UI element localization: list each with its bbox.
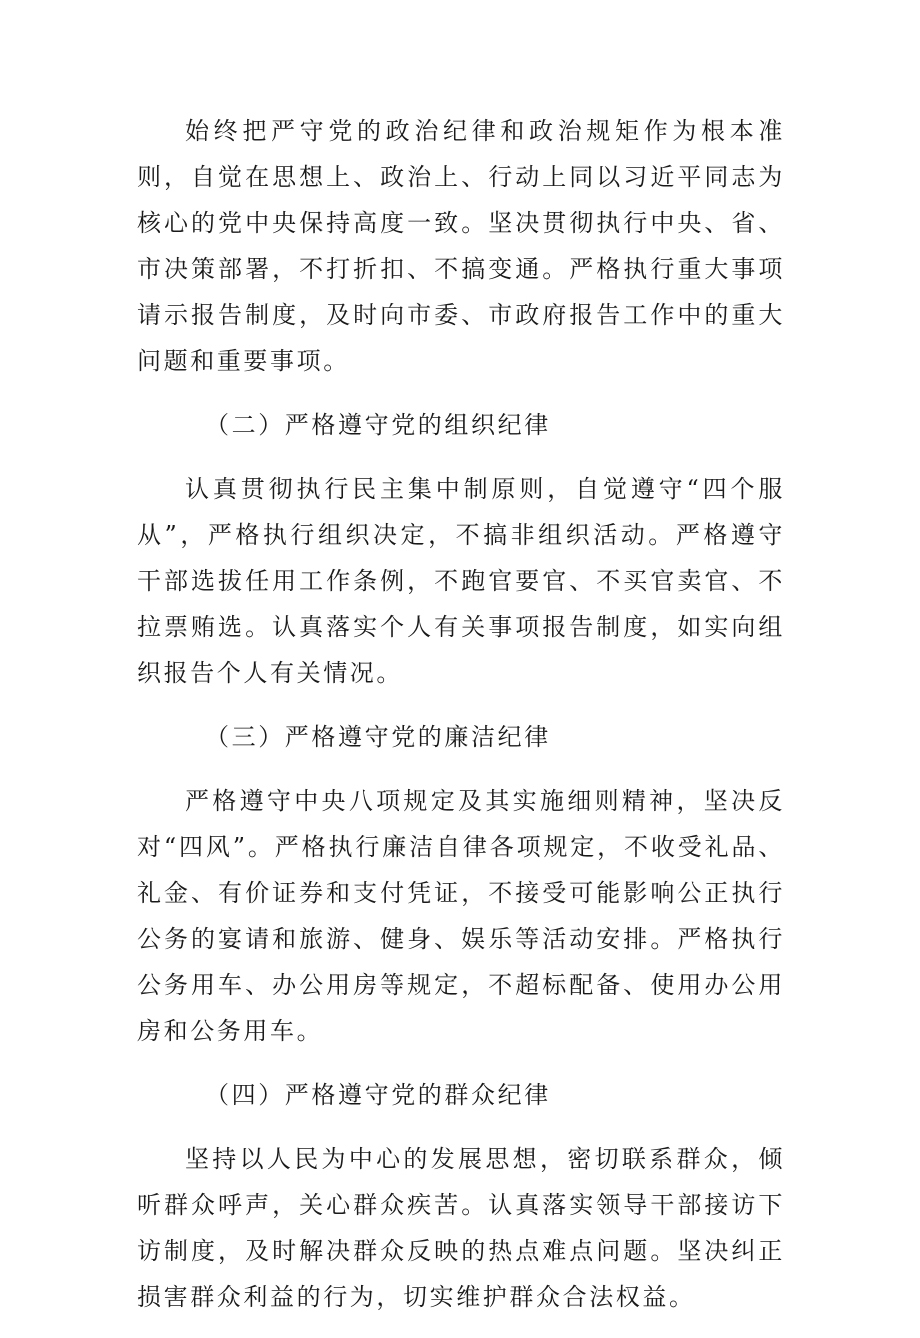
section-heading-integrity-discipline: （三）严格遵守党的廉洁纪律 xyxy=(205,723,551,751)
paragraph-organizational-discipline: 认真贯彻执行民主集中制原则，自觉遵守“四个服从”，严格执行组织决定，不搞非组织活动。严格遵守干部选拔任用工作条例，不跑官要官、不买官卖官、不拉票贿选。认真落实个人有关事项报告制度，如实向组织报告个人有关情况。 xyxy=(137,475,785,687)
paragraph-integrity-discipline: 严格遵守中央八项规定及其实施细则精神，坚决反对“四风”。严格执行廉洁自律各项规定，不收受礼品、礼金、有价证券和支付凭证，不接受可能影响公正执行公务的宴请和旅游、健身、娱乐等活动安排。严格执行公务用车、办公用房等规定，不超标配备、使用办公用房和公务用车。 xyxy=(137,787,785,1045)
paragraph-political-discipline: 始终把严守党的政治纪律和政治规矩作为根本准则，自觉在思想上、政治上、行动上同以习近平同志为核心的党中央保持高度一致。坚决贯彻执行中央、省、市决策部署，不打折扣、不搞变通。严格执行重大事项请示报告制度，及时向市委、市政府报告工作中的重大问题和重要事项。 xyxy=(137,117,785,375)
paragraph-mass-discipline: 坚持以人民为中心的发展思想，密切联系群众，倾听群众呼声，关心群众疾苦。认真落实领导干部接访下访制度，及时解决群众反映的热点难点问题。坚决纠正损害群众利益的行为，切实维护群众合法权益。 xyxy=(137,1145,785,1311)
section-heading-organizational-discipline: （二）严格遵守党的组织纪律 xyxy=(205,411,551,439)
section-heading-mass-discipline: （四）严格遵守党的群众纪律 xyxy=(205,1081,551,1109)
document-body xyxy=(137,108,785,1338)
